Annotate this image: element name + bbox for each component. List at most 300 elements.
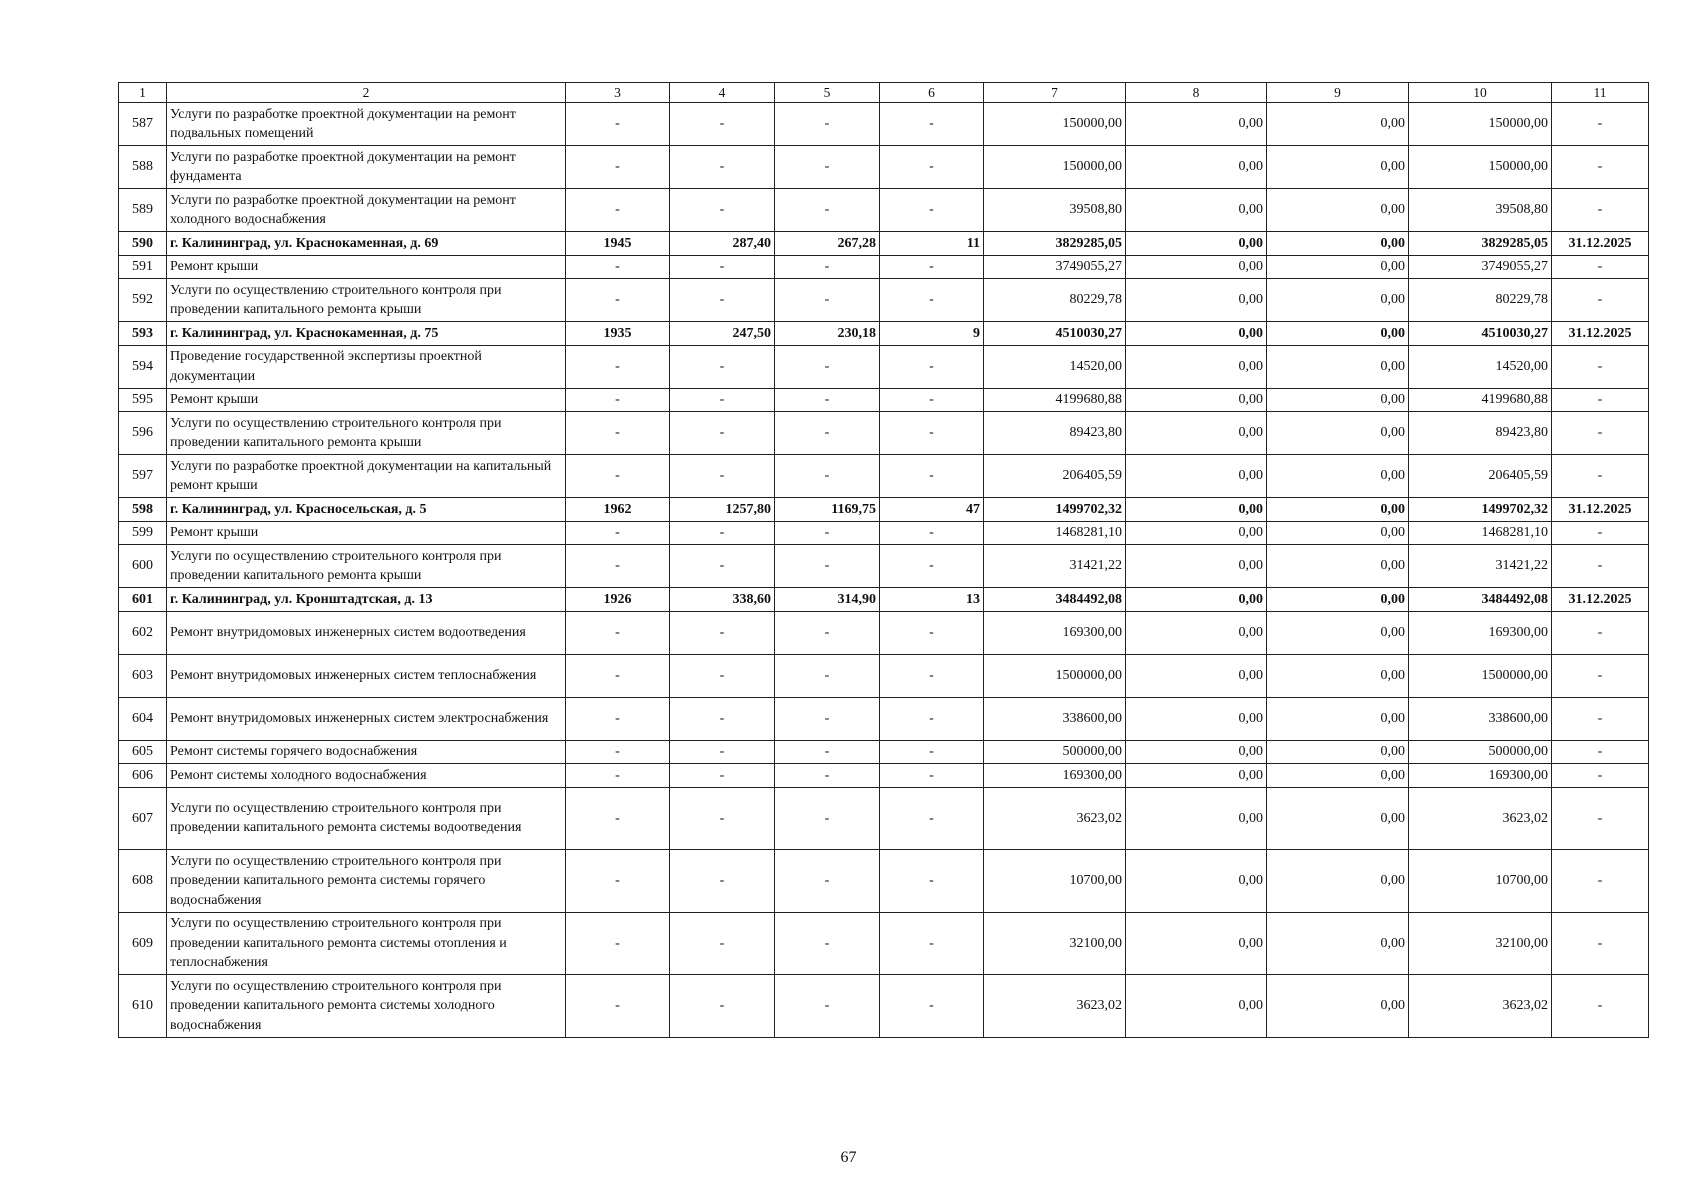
cost-column-9: 0,00 [1267,740,1409,764]
completion-date: - [1552,279,1649,322]
year-built: - [566,279,670,322]
row-number: 605 [119,740,167,764]
work-row [119,975,1649,1038]
cost-column-8: 0,00 [1126,455,1267,498]
work-description: Ремонт крыши [167,255,566,279]
row-number: 610 [119,975,167,1038]
residents-count: - [880,545,984,588]
completion-date: 31.12.2025 [1552,498,1649,522]
row-number: 596 [119,412,167,455]
completion-date: - [1552,521,1649,545]
cost-column-10: 3623,02 [1409,975,1552,1038]
cost-column-8: 0,00 [1126,588,1267,612]
cost-column-10: 500000,00 [1409,740,1552,764]
year-built: - [566,345,670,388]
cost-column-8: 0,00 [1126,850,1267,913]
cost-column-9: 0,00 [1267,455,1409,498]
cost-column-8: 0,00 [1126,322,1267,346]
residents-count: - [880,189,984,232]
total-cost: 3484492,08 [984,588,1126,612]
completion-date: - [1552,787,1649,850]
cost-column-10: 3749055,27 [1409,255,1552,279]
cost-column-8: 0,00 [1126,740,1267,764]
year-built: - [566,975,670,1038]
year-built: - [566,521,670,545]
total-area: 338,60 [670,588,775,612]
column-number: 10 [1409,83,1552,103]
year-built: - [566,103,670,146]
work-description: Услуги по осуществлению строительного контроля при проведении капитального ремонта крыши [167,412,566,455]
work-description: Ремонт внутридомовых инженерных систем электроснабжения [167,697,566,740]
total-cost: 4510030,27 [984,322,1126,346]
total-area: - [670,103,775,146]
residents-count: - [880,521,984,545]
cost-column-10: 150000,00 [1409,146,1552,189]
work-row [119,654,1649,697]
cost-column-8: 0,00 [1126,521,1267,545]
total-cost: 89423,80 [984,412,1126,455]
residents-count: - [880,345,984,388]
total-cost: 1500000,00 [984,654,1126,697]
row-number: 597 [119,455,167,498]
column-number: 2 [167,83,566,103]
cost-column-9: 0,00 [1267,850,1409,913]
address-row [119,322,1649,346]
total-cost: 1468281,10 [984,521,1126,545]
completion-date: - [1552,740,1649,764]
cost-column-8: 0,00 [1126,697,1267,740]
living-area: - [775,740,880,764]
cost-column-10: 150000,00 [1409,103,1552,146]
total-cost: 169300,00 [984,611,1126,654]
completion-date: 31.12.2025 [1552,322,1649,346]
work-row [119,279,1649,322]
cost-column-8: 0,00 [1126,545,1267,588]
row-number: 609 [119,912,167,975]
living-area: 230,18 [775,322,880,346]
year-built: 1945 [566,232,670,256]
column-number-row [119,83,1649,103]
total-area: - [670,850,775,913]
total-area: - [670,255,775,279]
completion-date: - [1552,764,1649,788]
completion-date: - [1552,545,1649,588]
cost-column-10: 80229,78 [1409,279,1552,322]
living-area: - [775,412,880,455]
column-number: 8 [1126,83,1267,103]
year-built: - [566,189,670,232]
cost-column-8: 0,00 [1126,189,1267,232]
row-number: 592 [119,279,167,322]
cost-column-10: 3623,02 [1409,787,1552,850]
living-area: - [775,455,880,498]
year-built: - [566,787,670,850]
column-number: 7 [984,83,1126,103]
total-area: 247,50 [670,322,775,346]
living-area: - [775,787,880,850]
cost-column-9: 0,00 [1267,232,1409,256]
total-area: - [670,912,775,975]
work-row [119,189,1649,232]
page-number: 67 [840,1149,857,1166]
cost-column-8: 0,00 [1126,255,1267,279]
cost-column-10: 3829285,05 [1409,232,1552,256]
row-number: 601 [119,588,167,612]
row-number: 591 [119,255,167,279]
residents-count: - [880,103,984,146]
total-cost: 3623,02 [984,975,1126,1038]
column-number: 1 [119,83,167,103]
cost-column-8: 0,00 [1126,279,1267,322]
cost-column-9: 0,00 [1267,412,1409,455]
cost-column-10: 4199680,88 [1409,388,1552,412]
completion-date: - [1552,697,1649,740]
living-area: 314,90 [775,588,880,612]
living-area: - [775,764,880,788]
table-body [119,83,1649,1038]
cost-column-10: 4510030,27 [1409,322,1552,346]
total-area: - [670,654,775,697]
year-built: - [566,912,670,975]
total-area: - [670,740,775,764]
total-cost: 3623,02 [984,787,1126,850]
residents-count: - [880,611,984,654]
total-cost: 32100,00 [984,912,1126,975]
year-built: - [566,654,670,697]
address-row [119,498,1649,522]
living-area: - [775,545,880,588]
work-row [119,345,1649,388]
total-area: 287,40 [670,232,775,256]
cost-column-9: 0,00 [1267,975,1409,1038]
residents-count: - [880,412,984,455]
row-number: 604 [119,697,167,740]
work-description: Услуги по осуществлению строительного контроля при проведении капитального ремонта системы горячего водоснабжения [167,850,566,913]
cost-column-10: 1499702,32 [1409,498,1552,522]
work-description: Услуги по разработке проектной документации на ремонт подвальных помещений [167,103,566,146]
living-area: - [775,103,880,146]
completion-date: 31.12.2025 [1552,588,1649,612]
cost-column-8: 0,00 [1126,654,1267,697]
completion-date: 31.12.2025 [1552,232,1649,256]
year-built: - [566,850,670,913]
cost-column-10: 206405,59 [1409,455,1552,498]
row-number: 590 [119,232,167,256]
cost-column-8: 0,00 [1126,232,1267,256]
cost-column-9: 0,00 [1267,255,1409,279]
work-description: Услуги по осуществлению строительного контроля при проведении капитального ремонта системы отопления и теплоснабжения [167,912,566,975]
column-number: 5 [775,83,880,103]
living-area: - [775,850,880,913]
cost-column-10: 1500000,00 [1409,654,1552,697]
total-area: - [670,697,775,740]
year-built: - [566,388,670,412]
total-cost: 14520,00 [984,345,1126,388]
cost-column-10: 39508,80 [1409,189,1552,232]
work-description: Услуги по разработке проектной документации на ремонт холодного водоснабжения [167,189,566,232]
column-number: 4 [670,83,775,103]
year-built: - [566,255,670,279]
completion-date: - [1552,412,1649,455]
cost-column-8: 0,00 [1126,912,1267,975]
total-cost: 1499702,32 [984,498,1126,522]
residents-count: 47 [880,498,984,522]
row-number: 589 [119,189,167,232]
completion-date: - [1552,146,1649,189]
work-description: Ремонт внутридомовых инженерных систем теплоснабжения [167,654,566,697]
work-description: г. Калининград, ул. Красносельская, д. 5 [167,498,566,522]
cost-column-10: 169300,00 [1409,611,1552,654]
year-built: - [566,545,670,588]
row-number: 602 [119,611,167,654]
completion-date: - [1552,611,1649,654]
work-description: Ремонт системы холодного водоснабжения [167,764,566,788]
work-description: Ремонт внутридомовых инженерных систем водоотведения [167,611,566,654]
completion-date: - [1552,654,1649,697]
work-row [119,611,1649,654]
living-area: - [775,255,880,279]
total-cost: 80229,78 [984,279,1126,322]
cost-column-9: 0,00 [1267,787,1409,850]
residents-count: - [880,146,984,189]
residents-count: - [880,255,984,279]
cost-column-10: 169300,00 [1409,764,1552,788]
completion-date: - [1552,850,1649,913]
work-row [119,103,1649,146]
cost-column-8: 0,00 [1126,975,1267,1038]
completion-date: - [1552,189,1649,232]
total-cost: 150000,00 [984,103,1126,146]
cost-column-10: 14520,00 [1409,345,1552,388]
total-area: - [670,545,775,588]
cost-column-10: 32100,00 [1409,912,1552,975]
work-description: г. Калининград, ул. Краснокаменная, д. 75 [167,322,566,346]
total-area: - [670,388,775,412]
living-area: - [775,521,880,545]
row-number: 587 [119,103,167,146]
year-built: 1926 [566,588,670,612]
living-area: - [775,279,880,322]
cost-column-9: 0,00 [1267,697,1409,740]
work-row [119,850,1649,913]
living-area: - [775,654,880,697]
total-area: - [670,975,775,1038]
living-area: 1169,75 [775,498,880,522]
row-number: 606 [119,764,167,788]
cost-column-10: 338600,00 [1409,697,1552,740]
work-row [119,787,1649,850]
residents-count: 9 [880,322,984,346]
cost-column-9: 0,00 [1267,521,1409,545]
living-area: - [775,697,880,740]
residents-count: - [880,455,984,498]
living-area: - [775,975,880,1038]
total-cost: 169300,00 [984,764,1126,788]
living-area: - [775,345,880,388]
total-cost: 3829285,05 [984,232,1126,256]
completion-date: - [1552,103,1649,146]
completion-date: - [1552,345,1649,388]
total-area: - [670,787,775,850]
work-row [119,521,1649,545]
total-cost: 338600,00 [984,697,1126,740]
work-description: Услуги по разработке проектной документации на ремонт фундамента [167,146,566,189]
cost-column-8: 0,00 [1126,388,1267,412]
row-number: 598 [119,498,167,522]
total-area: - [670,146,775,189]
completion-date: - [1552,912,1649,975]
cost-column-9: 0,00 [1267,588,1409,612]
cost-column-10: 3484492,08 [1409,588,1552,612]
living-area: - [775,189,880,232]
work-description: г. Калининград, ул. Краснокаменная, д. 69 [167,232,566,256]
year-built: - [566,697,670,740]
row-number: 595 [119,388,167,412]
cost-column-8: 0,00 [1126,103,1267,146]
total-area: - [670,345,775,388]
row-number: 599 [119,521,167,545]
work-description: Ремонт крыши [167,388,566,412]
capital-repair-table [118,82,1649,1038]
cost-column-8: 0,00 [1126,611,1267,654]
cost-column-9: 0,00 [1267,322,1409,346]
residents-count: - [880,697,984,740]
completion-date: - [1552,255,1649,279]
cost-column-8: 0,00 [1126,146,1267,189]
total-cost: 31421,22 [984,545,1126,588]
living-area: - [775,146,880,189]
year-built: 1935 [566,322,670,346]
completion-date: - [1552,975,1649,1038]
total-cost: 500000,00 [984,740,1126,764]
living-area: - [775,388,880,412]
work-row [119,255,1649,279]
residents-count: 11 [880,232,984,256]
residents-count: - [880,975,984,1038]
column-number: 9 [1267,83,1409,103]
residents-count: - [880,912,984,975]
total-cost: 3749055,27 [984,255,1126,279]
cost-column-9: 0,00 [1267,545,1409,588]
work-row [119,146,1649,189]
cost-column-9: 0,00 [1267,345,1409,388]
cost-column-9: 0,00 [1267,611,1409,654]
row-number: 608 [119,850,167,913]
cost-column-8: 0,00 [1126,412,1267,455]
row-number: 588 [119,146,167,189]
column-number: 11 [1552,83,1649,103]
total-area: - [670,412,775,455]
work-row [119,545,1649,588]
cost-column-8: 0,00 [1126,498,1267,522]
work-row [119,764,1649,788]
cost-column-9: 0,00 [1267,189,1409,232]
cost-column-9: 0,00 [1267,146,1409,189]
cost-column-9: 0,00 [1267,388,1409,412]
work-row [119,388,1649,412]
row-number: 600 [119,545,167,588]
cost-column-9: 0,00 [1267,103,1409,146]
cost-column-9: 0,00 [1267,279,1409,322]
row-number: 594 [119,345,167,388]
work-row [119,912,1649,975]
work-description: г. Калининград, ул. Кронштадтская, д. 13 [167,588,566,612]
column-number: 6 [880,83,984,103]
total-cost: 206405,59 [984,455,1126,498]
living-area: - [775,912,880,975]
year-built: - [566,455,670,498]
work-description: Ремонт крыши [167,521,566,545]
work-description: Проведение государственной экспертизы проектной документации [167,345,566,388]
work-description: Услуги по осуществлению строительного контроля при проведении капитального ремонта крыши [167,279,566,322]
cost-column-9: 0,00 [1267,764,1409,788]
cost-column-10: 10700,00 [1409,850,1552,913]
year-built: - [566,740,670,764]
total-area: - [670,521,775,545]
completion-date: - [1552,388,1649,412]
address-row [119,588,1649,612]
work-row [119,455,1649,498]
residents-count: - [880,787,984,850]
completion-date: - [1552,455,1649,498]
work-description: Услуги по осуществлению строительного контроля при проведении капитального ремонта системы водоотведения [167,787,566,850]
year-built: 1962 [566,498,670,522]
living-area: 267,28 [775,232,880,256]
residents-count: - [880,654,984,697]
total-cost: 39508,80 [984,189,1126,232]
work-description: Услуги по осуществлению строительного контроля при проведении капитального ремонта системы холодного водоснабжения [167,975,566,1038]
row-number: 607 [119,787,167,850]
work-description: Ремонт системы горячего водоснабжения [167,740,566,764]
year-built: - [566,764,670,788]
total-area: - [670,455,775,498]
work-description: Услуги по осуществлению строительного контроля при проведении капитального ремонта крыши [167,545,566,588]
cost-column-8: 0,00 [1126,787,1267,850]
cost-column-9: 0,00 [1267,498,1409,522]
total-cost: 4199680,88 [984,388,1126,412]
work-row [119,412,1649,455]
residents-count: - [880,740,984,764]
living-area: - [775,611,880,654]
address-row [119,232,1649,256]
year-built: - [566,412,670,455]
total-area: 1257,80 [670,498,775,522]
work-row [119,740,1649,764]
residents-count: - [880,388,984,412]
year-built: - [566,146,670,189]
cost-column-10: 89423,80 [1409,412,1552,455]
cost-column-10: 31421,22 [1409,545,1552,588]
row-number: 603 [119,654,167,697]
residents-count: - [880,279,984,322]
work-description: Услуги по разработке проектной документации на капитальный ремонт крыши [167,455,566,498]
column-number: 3 [566,83,670,103]
residents-count: 13 [880,588,984,612]
cost-column-9: 0,00 [1267,912,1409,975]
total-cost: 10700,00 [984,850,1126,913]
total-cost: 150000,00 [984,146,1126,189]
year-built: - [566,611,670,654]
cost-column-8: 0,00 [1126,345,1267,388]
total-area: - [670,611,775,654]
total-area: - [670,279,775,322]
total-area: - [670,189,775,232]
cost-column-10: 1468281,10 [1409,521,1552,545]
total-area: - [670,764,775,788]
residents-count: - [880,764,984,788]
work-row [119,697,1649,740]
row-number: 593 [119,322,167,346]
